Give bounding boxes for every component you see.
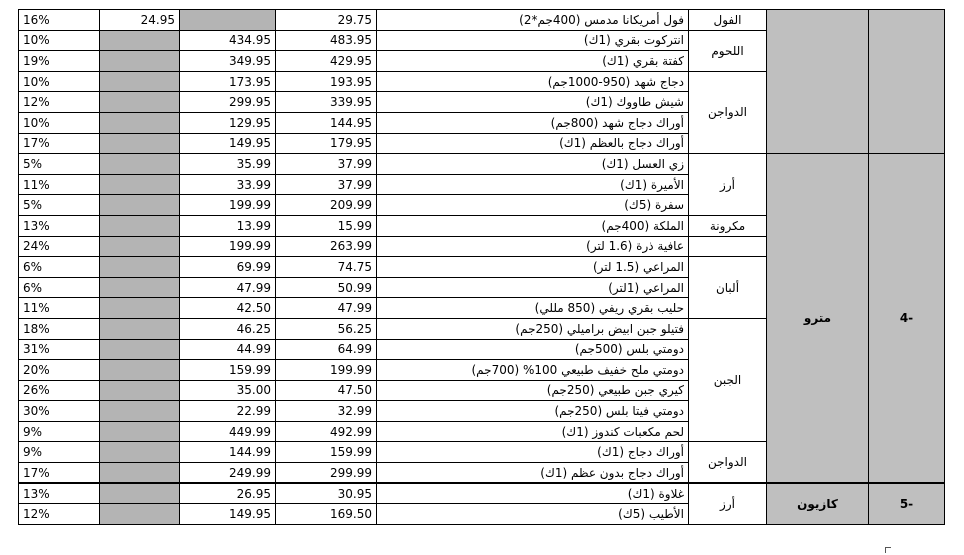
discount-cell: 18% bbox=[19, 318, 100, 339]
old-price-cell: 64.99 bbox=[276, 339, 377, 360]
category-cell: مكرونة bbox=[689, 215, 767, 236]
product-cell: كفتة بقري (1ك) bbox=[377, 51, 689, 72]
discount-cell: 16% bbox=[19, 10, 100, 31]
price-cell bbox=[100, 339, 180, 360]
price-cell: 199.99 bbox=[180, 236, 276, 257]
price-cell bbox=[100, 463, 180, 484]
price-cell bbox=[100, 298, 180, 319]
category-cell: الدواجن bbox=[689, 442, 767, 483]
price-cell bbox=[100, 51, 180, 72]
product-cell: لحم مكعبات كندوز (1ك) bbox=[377, 421, 689, 442]
old-price-cell: 483.95 bbox=[276, 30, 377, 51]
price-cell bbox=[100, 174, 180, 195]
product-cell: زي العسل (1ك) bbox=[377, 154, 689, 175]
store-number-cell: 5- bbox=[869, 483, 945, 524]
old-price-cell: 193.95 bbox=[276, 71, 377, 92]
old-price-cell: 37.99 bbox=[276, 174, 377, 195]
old-price-cell: 47.50 bbox=[276, 380, 377, 401]
price-cell bbox=[100, 30, 180, 51]
product-cell: سفرة (5ك) bbox=[377, 195, 689, 216]
price-cell: 149.95 bbox=[180, 504, 276, 525]
price-cell bbox=[100, 442, 180, 463]
price-cell bbox=[100, 112, 180, 133]
product-cell: المراعي (1لتر) bbox=[377, 277, 689, 298]
table-row bbox=[19, 10, 945, 31]
category-cell: ألبان bbox=[689, 257, 767, 319]
price-cell: 449.99 bbox=[180, 421, 276, 442]
price-cell: 42.50 bbox=[180, 298, 276, 319]
old-price-cell: 339.95 bbox=[276, 92, 377, 113]
price-cell: 35.00 bbox=[180, 380, 276, 401]
old-price-cell: 47.99 bbox=[276, 298, 377, 319]
store-number-cell: 4- bbox=[869, 154, 945, 484]
discount-cell: 19% bbox=[19, 51, 100, 72]
price-cell: 26.95 bbox=[180, 483, 276, 504]
category-cell: اللحوم bbox=[689, 30, 767, 71]
table-row bbox=[19, 154, 945, 175]
discount-cell: 13% bbox=[19, 215, 100, 236]
discount-cell: 11% bbox=[19, 298, 100, 319]
price-cell: 349.95 bbox=[180, 51, 276, 72]
old-price-cell: 199.99 bbox=[276, 360, 377, 381]
product-cell: الملكة (400جم) bbox=[377, 215, 689, 236]
price-cell: 13.99 bbox=[180, 215, 276, 236]
category-cell: الجبن bbox=[689, 318, 767, 442]
product-cell: أوراك دجاج شهد (800جم) bbox=[377, 112, 689, 133]
discount-cell: 9% bbox=[19, 442, 100, 463]
discount-cell: 5% bbox=[19, 154, 100, 175]
discount-cell: 26% bbox=[19, 380, 100, 401]
product-cell: فول أمريكانا مدمس (400جم*2) bbox=[377, 10, 689, 31]
price-cell: 33.99 bbox=[180, 174, 276, 195]
product-cell: انتركوت بقري (1ك) bbox=[377, 30, 689, 51]
old-price-cell: 37.99 bbox=[276, 154, 377, 175]
price-cell bbox=[100, 71, 180, 92]
price-cell bbox=[100, 360, 180, 381]
product-cell: فتيلو جبن ابيض براميلي (250جم) bbox=[377, 318, 689, 339]
store-number-cell bbox=[869, 10, 945, 154]
old-price-cell: 169.50 bbox=[276, 504, 377, 525]
price-cell bbox=[180, 10, 276, 31]
category-cell: الفول bbox=[689, 10, 767, 31]
price-cell bbox=[100, 504, 180, 525]
store-name-cell: مترو bbox=[767, 154, 869, 484]
category-cell: أرز bbox=[689, 483, 767, 524]
category-cell bbox=[689, 236, 767, 257]
product-cell: الأطيب (5ك) bbox=[377, 504, 689, 525]
old-price-cell: 159.99 bbox=[276, 442, 377, 463]
old-price-cell: 56.25 bbox=[276, 318, 377, 339]
old-price-cell: 179.95 bbox=[276, 133, 377, 154]
price-cell: 35.99 bbox=[180, 154, 276, 175]
product-cell: أوراك دجاج (1ك) bbox=[377, 442, 689, 463]
store-name-cell bbox=[767, 10, 869, 154]
discount-cell: 11% bbox=[19, 174, 100, 195]
cell-corner-marker bbox=[885, 547, 891, 553]
old-price-cell: 74.75 bbox=[276, 257, 377, 278]
old-price-cell: 15.99 bbox=[276, 215, 377, 236]
discount-cell: 10% bbox=[19, 71, 100, 92]
discount-cell: 10% bbox=[19, 112, 100, 133]
product-cell: شيش طاووك (1ك) bbox=[377, 92, 689, 113]
discount-cell: 31% bbox=[19, 339, 100, 360]
price-cell: 24.95 bbox=[100, 10, 180, 31]
product-cell: المراعي (1.5 لتر) bbox=[377, 257, 689, 278]
price-cell: 299.95 bbox=[180, 92, 276, 113]
product-cell: دومتي فيتا بلس (250جم) bbox=[377, 401, 689, 422]
discount-cell: 5% bbox=[19, 195, 100, 216]
discount-cell: 17% bbox=[19, 463, 100, 484]
table-row bbox=[19, 483, 945, 504]
price-cell: 47.99 bbox=[180, 277, 276, 298]
discount-cell: 20% bbox=[19, 360, 100, 381]
price-cell bbox=[100, 483, 180, 504]
store-name-cell: كازيون bbox=[767, 483, 869, 524]
price-cell: 69.99 bbox=[180, 257, 276, 278]
old-price-cell: 30.95 bbox=[276, 483, 377, 504]
product-cell: حليب بقري ريفي (850 مللي) bbox=[377, 298, 689, 319]
discount-cell: 24% bbox=[19, 236, 100, 257]
offers-table bbox=[18, 9, 945, 525]
product-cell: أوراك دجاج بدون عظم (1ك) bbox=[377, 463, 689, 484]
price-cell bbox=[100, 154, 180, 175]
price-cell: 46.25 bbox=[180, 318, 276, 339]
product-cell: دومتي ملح خفيف طبيعي 100% (700جم) bbox=[377, 360, 689, 381]
price-cell bbox=[100, 380, 180, 401]
discount-cell: 12% bbox=[19, 504, 100, 525]
old-price-cell: 299.99 bbox=[276, 463, 377, 484]
price-cell: 173.95 bbox=[180, 71, 276, 92]
price-cell: 144.99 bbox=[180, 442, 276, 463]
price-cell bbox=[100, 257, 180, 278]
price-cell bbox=[100, 92, 180, 113]
product-cell: عافية ذرة (1.6 لتر) bbox=[377, 236, 689, 257]
category-cell: الدواجن bbox=[689, 71, 767, 153]
price-cell bbox=[100, 277, 180, 298]
price-cell bbox=[100, 133, 180, 154]
price-cell bbox=[100, 215, 180, 236]
old-price-cell: 429.95 bbox=[276, 51, 377, 72]
discount-cell: 9% bbox=[19, 421, 100, 442]
price-cell: 249.99 bbox=[180, 463, 276, 484]
price-cell: 129.95 bbox=[180, 112, 276, 133]
price-cell bbox=[100, 236, 180, 257]
price-cell: 44.99 bbox=[180, 339, 276, 360]
old-price-cell: 209.99 bbox=[276, 195, 377, 216]
old-price-cell: 50.99 bbox=[276, 277, 377, 298]
price-cell bbox=[100, 195, 180, 216]
discount-cell: 6% bbox=[19, 277, 100, 298]
product-cell: دومتي بلس (500جم) bbox=[377, 339, 689, 360]
discount-cell: 30% bbox=[19, 401, 100, 422]
discount-cell: 6% bbox=[19, 257, 100, 278]
price-cell: 159.99 bbox=[180, 360, 276, 381]
price-cell: 149.95 bbox=[180, 133, 276, 154]
old-price-cell: 492.99 bbox=[276, 421, 377, 442]
product-cell: أوراك دجاج بالعظم (1ك) bbox=[377, 133, 689, 154]
old-price-cell: 144.95 bbox=[276, 112, 377, 133]
price-cell bbox=[100, 318, 180, 339]
discount-cell: 10% bbox=[19, 30, 100, 51]
product-cell: غلاوة (1ك) bbox=[377, 483, 689, 504]
discount-cell: 17% bbox=[19, 133, 100, 154]
old-price-cell: 263.99 bbox=[276, 236, 377, 257]
discount-cell: 13% bbox=[19, 483, 100, 504]
product-cell: الأميرة (1ك) bbox=[377, 174, 689, 195]
category-cell: أرز bbox=[689, 154, 767, 216]
product-cell: كيري جبن طبيعي (250جم) bbox=[377, 380, 689, 401]
product-cell: دجاج شهد (950-1000جم) bbox=[377, 71, 689, 92]
price-cell: 434.95 bbox=[180, 30, 276, 51]
old-price-cell: 32.99 bbox=[276, 401, 377, 422]
price-cell bbox=[100, 421, 180, 442]
price-cell bbox=[100, 401, 180, 422]
discount-cell: 12% bbox=[19, 92, 100, 113]
old-price-cell: 29.75 bbox=[276, 10, 377, 31]
price-cell: 22.99 bbox=[180, 401, 276, 422]
price-cell: 199.99 bbox=[180, 195, 276, 216]
